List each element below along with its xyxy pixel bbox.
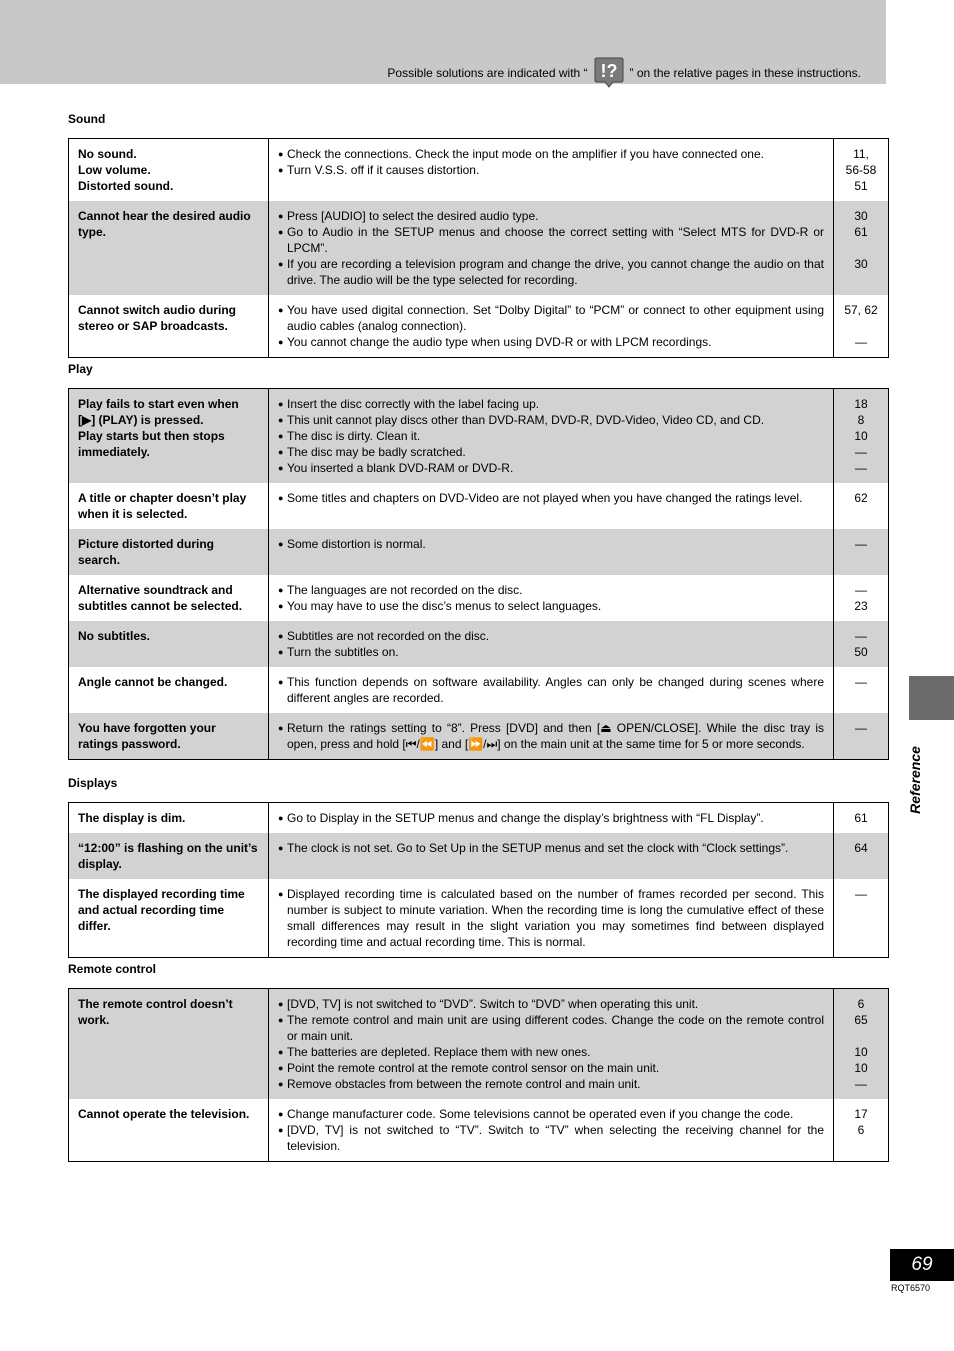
solution-text: The disc may be badly scratched. — [287, 445, 466, 459]
troubleshooting-table-sound — [68, 138, 889, 358]
solution-text: The remote control and main unit are using different codes. Change the code on the remote control or main unit. — [287, 1013, 824, 1043]
table-row — [69, 833, 889, 879]
page-reference: 50 — [854, 645, 868, 659]
page-reference-cell — [834, 575, 889, 621]
solution-text: Point the remote control at the remote control sensor on the main unit. — [287, 1061, 660, 1075]
bullet-icon: ● — [278, 337, 284, 347]
page-reference: 61 — [854, 811, 868, 825]
solution-text: You cannot change the audio type when using DVD-R or with LPCM recordings. — [287, 335, 712, 349]
problem-text: Picture distorted during search. — [78, 537, 215, 567]
table-row — [69, 667, 889, 713]
solution-text: [DVD, TV] is not switched to “TV”. Switch to “TV” when selecting the receiving channel for the television. — [287, 1123, 824, 1153]
problem-cell — [69, 483, 269, 529]
problem-cell — [69, 879, 269, 958]
bullet-icon: ● — [278, 415, 284, 425]
solution-item — [278, 886, 824, 950]
problem-text: The display is dim. — [78, 811, 186, 825]
page-reference: — — [855, 629, 867, 643]
solution-cell — [269, 803, 834, 834]
solution-cell — [269, 667, 834, 713]
problem-cell — [69, 621, 269, 667]
section-title-remote-control: Remote control — [68, 962, 157, 976]
reference-tab-marker — [909, 676, 954, 720]
solution-cell — [269, 1099, 834, 1162]
page-reference — [843, 318, 879, 334]
bullet-icon: ● — [278, 149, 284, 159]
solution-item — [278, 208, 824, 224]
solution-text: Turn the subtitles on. — [287, 645, 399, 659]
problem-cell — [69, 833, 269, 879]
solution-cell — [269, 483, 834, 529]
solution-text: The disc is dirty. Clean it. — [287, 429, 421, 443]
solution-item — [278, 1106, 824, 1122]
solution-text: If you are recording a television program and change the drive, you cannot change the audio on that drive. The audio will be the type selected for recording. — [287, 257, 824, 287]
problem-cell — [69, 201, 269, 295]
page-reference: — — [855, 675, 867, 689]
bullet-icon: ● — [278, 723, 284, 733]
page-reference-cell — [834, 667, 889, 713]
reference-tab-label: Reference — [907, 746, 923, 814]
bullet-icon: ● — [278, 585, 284, 595]
page-reference: 56-58 — [845, 163, 877, 177]
solution-item — [278, 582, 824, 598]
solution-item — [278, 460, 824, 476]
table-row — [69, 803, 889, 834]
table-row — [69, 139, 889, 202]
page-reference-cell — [834, 713, 889, 760]
page-reference-cell — [834, 201, 889, 295]
solution-text: You have used digital connection. Set “Dolby Digital” to “PCM” or connect to other equipment using audio cables (analog connection). — [287, 303, 824, 333]
bullet-icon: ● — [278, 1063, 284, 1073]
problem-text: “12:00” is flashing on the unit’s display. — [78, 841, 258, 871]
table-row — [69, 575, 889, 621]
page-reference-cell — [834, 803, 889, 834]
page-reference-cell — [834, 389, 889, 484]
solution-text: [DVD, TV] is not switched to “DVD”. Switch to “DVD” when operating this unit. — [287, 997, 699, 1011]
solution-item — [278, 536, 824, 552]
problem-cell — [69, 575, 269, 621]
troubleshooting-table-displays — [68, 802, 889, 958]
troubleshooting-table-play — [68, 388, 889, 760]
problem-cell — [69, 295, 269, 358]
table-row — [69, 201, 889, 295]
solution-text: Go to Audio in the SETUP menus and choose the correct setting with “Select MTS for DVD-R or LPCM”. — [287, 225, 824, 255]
solution-text: Insert the disc correctly with the label facing up. — [287, 397, 540, 411]
bullet-icon: ● — [278, 211, 284, 221]
solution-item — [278, 334, 824, 350]
solution-cell — [269, 139, 834, 202]
svg-text:!?: !? — [600, 61, 618, 81]
page-reference: 10 — [854, 1045, 868, 1059]
problem-cell — [69, 713, 269, 760]
table-row — [69, 621, 889, 667]
solution-item — [278, 146, 824, 162]
table-row — [69, 1099, 889, 1162]
page-reference: 23 — [854, 599, 868, 613]
solution-text: Go to Display in the SETUP menus and change the display’s brightness with “FL Display”. — [287, 811, 764, 825]
page-reference: 51 — [854, 179, 868, 193]
table-row — [69, 879, 889, 958]
solution-cell — [269, 201, 834, 295]
bullet-icon: ● — [278, 165, 284, 175]
solution-cell — [269, 529, 834, 575]
page-reference: 65 — [854, 1013, 868, 1027]
troubleshooting-table-remote-control — [68, 988, 889, 1162]
solution-cell — [269, 713, 834, 760]
header-note — [387, 56, 861, 90]
problem-text: Alternative soundtrack and subtitles cannot be selected. — [78, 583, 243, 613]
solution-hint-icon — [591, 56, 627, 90]
page-reference: — — [855, 887, 867, 901]
page-reference-cell — [834, 295, 889, 358]
solution-item — [278, 1076, 824, 1092]
solution-item — [278, 1122, 824, 1154]
bullet-icon: ● — [278, 305, 284, 315]
problem-text: Cannot switch audio during stereo or SAP broadcasts. — [78, 303, 236, 333]
model-code: RQT6570 — [891, 1283, 931, 1293]
bullet-icon: ● — [278, 259, 284, 269]
solution-cell — [269, 621, 834, 667]
solution-item — [278, 628, 824, 644]
solution-text: Remove obstacles from between the remote control and main unit. — [287, 1077, 641, 1091]
solution-text: You inserted a blank DVD-RAM or DVD-R. — [287, 461, 514, 475]
page-reference-cell — [834, 1099, 889, 1162]
bullet-icon: ● — [278, 1125, 284, 1135]
solution-item — [278, 412, 824, 428]
problem-cell — [69, 389, 269, 484]
header-note-before: Possible solutions are indicated with “ — [387, 66, 588, 80]
page-reference: 6 — [857, 997, 865, 1011]
problem-cell — [69, 139, 269, 202]
solution-cell — [269, 833, 834, 879]
table-row — [69, 989, 889, 1100]
solution-cell — [269, 575, 834, 621]
problem-text: Cannot hear the desired audio type. — [78, 209, 251, 239]
solution-text: Press [AUDIO] to select the desired audio type. — [287, 209, 539, 223]
page-reference-cell — [834, 139, 889, 202]
table-row — [69, 389, 889, 484]
page-number: 69 — [890, 1249, 954, 1281]
solution-item — [278, 996, 824, 1012]
bullet-icon: ● — [278, 399, 284, 409]
page-reference: — — [855, 583, 867, 597]
bullet-icon: ● — [278, 447, 284, 457]
solution-text: Displayed recording time is calculated based on the number of frames recorded per second. This number is subject to minute variation. When the recording time is long the cumulative effect of these small differences may result in the slight variation you may sometimes find between displayed recording time and actual recording time. This is normal. — [287, 887, 824, 949]
bullet-icon: ● — [278, 889, 284, 899]
solution-cell — [269, 389, 834, 484]
page-reference: 30 — [854, 257, 868, 271]
solution-text: Change manufacturer code. Some televisions cannot be operated even if you change the code. — [287, 1107, 794, 1121]
problem-text: Cannot operate the television. — [78, 1107, 250, 1121]
solution-item — [278, 302, 824, 334]
problem-text: No subtitles. — [78, 629, 151, 643]
solution-text: Some distortion is normal. — [287, 537, 426, 551]
solution-text: This function depends on software availability. Angles can only be changed during scenes where different angles are recorded. — [287, 675, 824, 705]
page-reference: 62 — [854, 491, 868, 505]
problem-text: No sound. Low volume. Distorted sound. — [78, 147, 174, 193]
solution-cell — [269, 989, 834, 1100]
solution-text: Turn V.S.S. off if it causes distortion. — [287, 163, 480, 177]
solution-text: Check the connections. Check the input mode on the amplifier if you have connected one. — [287, 147, 764, 161]
bullet-icon: ● — [278, 1079, 284, 1089]
solution-item — [278, 1060, 824, 1076]
problem-text: Play fails to start even when [▶] (PLAY) is pressed. Play starts but then stops immediately. — [78, 397, 239, 459]
page-reference: 30 — [854, 209, 868, 223]
solution-item — [278, 490, 824, 506]
page-reference: — — [855, 721, 867, 735]
problem-cell — [69, 1099, 269, 1162]
bullet-icon: ● — [278, 677, 284, 687]
solution-item — [278, 224, 824, 256]
solution-item — [278, 674, 824, 706]
solution-text: The clock is not set. Go to Set Up in the SETUP menus and set the clock with “Clock settings”. — [287, 841, 789, 855]
solution-item — [278, 428, 824, 444]
page-reference: — — [855, 335, 867, 349]
solution-item — [278, 644, 824, 660]
page-reference-cell — [834, 989, 889, 1100]
page-reference-cell — [834, 621, 889, 667]
section-title-displays: Displays — [68, 776, 118, 790]
page-reference: — — [855, 445, 867, 459]
page-reference: 11, — [853, 147, 869, 161]
solution-text: The languages are not recorded on the disc. — [287, 583, 523, 597]
solution-item — [278, 1044, 824, 1060]
solution-item — [278, 720, 824, 752]
bullet-icon: ● — [278, 493, 284, 503]
page-reference: — — [855, 1077, 867, 1091]
bullet-icon: ● — [278, 227, 284, 237]
page-reference: 8 — [857, 413, 865, 427]
bullet-icon: ● — [278, 647, 284, 657]
solution-item — [278, 1012, 824, 1044]
header-note-after: ” on the relative pages in these instructions. — [629, 66, 861, 80]
solution-item — [278, 396, 824, 412]
bullet-icon: ● — [278, 1047, 284, 1057]
problem-cell — [69, 529, 269, 575]
page-reference: 10 — [854, 1061, 868, 1075]
problem-text: A title or chapter doesn’t play when it is selected. — [78, 491, 247, 521]
bullet-icon: ● — [278, 813, 284, 823]
page-reference: — — [855, 537, 867, 551]
problem-cell — [69, 667, 269, 713]
page-reference: — — [855, 461, 867, 475]
problem-text: Angle cannot be changed. — [78, 675, 228, 689]
page-reference: 17 — [854, 1107, 868, 1121]
problem-text: The remote control doesn’t work. — [78, 997, 233, 1027]
page-reference: 6 — [857, 1123, 865, 1137]
solution-item — [278, 598, 824, 614]
solution-item — [278, 444, 824, 460]
page-reference: 64 — [854, 841, 868, 855]
bullet-icon: ● — [278, 1015, 284, 1025]
section-title-sound: Sound — [68, 112, 106, 126]
problem-cell — [69, 989, 269, 1100]
page-reference — [843, 240, 879, 256]
page-reference: 18 — [854, 397, 868, 411]
page-reference-cell — [834, 483, 889, 529]
problem-text: The displayed recording time and actual recording time differ. — [78, 887, 245, 933]
page-reference-cell — [834, 529, 889, 575]
solution-cell — [269, 879, 834, 958]
solution-text: The batteries are depleted. Replace them with new ones. — [287, 1045, 591, 1059]
page-reference-cell — [834, 833, 889, 879]
table-row — [69, 713, 889, 760]
bullet-icon: ● — [278, 463, 284, 473]
solution-text: This unit cannot play discs other than DVD-RAM, DVD-R, DVD-Video, Video CD, and CD. — [287, 413, 765, 427]
solution-text: Some titles and chapters on DVD-Video are not played when you have changed the ratings level. — [287, 491, 803, 505]
bullet-icon: ● — [278, 999, 284, 1009]
problem-text: You have forgotten your ratings password. — [78, 721, 216, 751]
table-row — [69, 295, 889, 358]
solution-text: Subtitles are not recorded on the disc. — [287, 629, 490, 643]
page-reference: 61 — [854, 225, 868, 239]
bullet-icon: ● — [278, 601, 284, 611]
solution-text: Return the ratings setting to “8”. Press [DVD] and then [⏏ OPEN/CLOSE]. While the disc tray is open, press and hold [⏮/⏪] and [⏩/⏭] on the main unit at the same time for 5 or more seconds. — [287, 721, 824, 751]
bullet-icon: ● — [278, 431, 284, 441]
solution-item — [278, 810, 824, 826]
problem-cell — [69, 803, 269, 834]
page-reference: 10 — [854, 429, 868, 443]
bullet-icon: ● — [278, 539, 284, 549]
page-reference-cell — [834, 879, 889, 958]
page-reference: 57, 62 — [844, 303, 878, 317]
table-row — [69, 483, 889, 529]
solution-item — [278, 256, 824, 288]
solution-item — [278, 840, 824, 856]
bullet-icon: ● — [278, 631, 284, 641]
page-reference — [843, 1028, 879, 1044]
bullet-icon: ● — [278, 1109, 284, 1119]
solution-cell — [269, 295, 834, 358]
solution-text: You may have to use the disc’s menus to select languages. — [287, 599, 602, 613]
section-title-play: Play — [68, 362, 93, 376]
bullet-icon: ● — [278, 843, 284, 853]
solution-item — [278, 162, 824, 178]
table-row — [69, 529, 889, 575]
